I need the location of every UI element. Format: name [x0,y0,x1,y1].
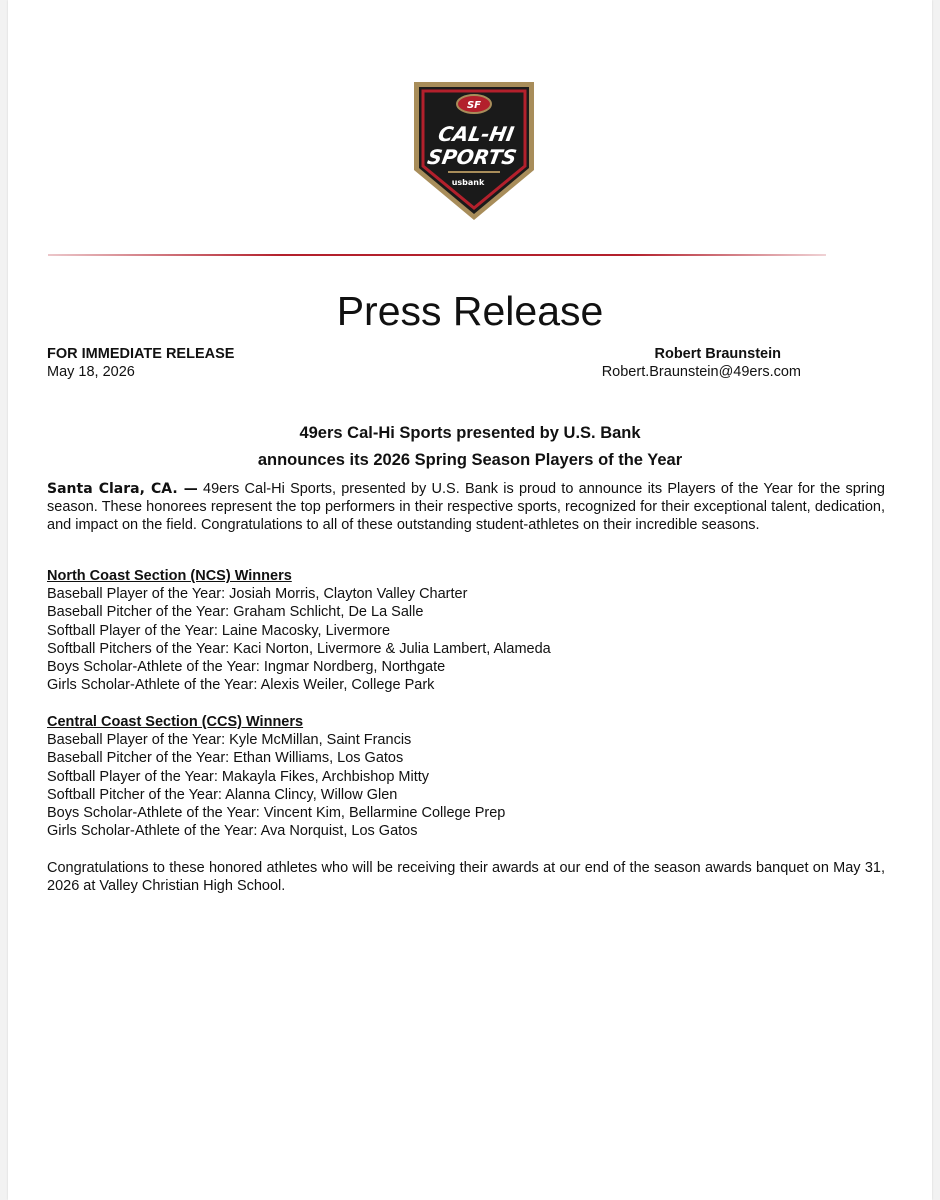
ccs-heading: Central Coast Section (CCS) Winners [47,714,304,730]
logo-line1: CAL-HI [436,122,516,146]
list-item: Softball Player of the Year: Laine Macosky, Livermore [47,622,391,639]
ccs-winners-section [47,713,907,840]
list-item: Softball Pitchers of the Year: Kaci Norton, Livermore & Julia Lambert, Alameda [47,640,551,657]
release-date: May 18, 2026 [47,364,135,380]
document-page [8,0,932,1200]
contact-email: Robert.Braunstein@49ers.com [601,364,801,380]
header-divider [48,254,826,256]
ncs-winners-section [47,567,907,694]
closing-paragraph: Congratulations to these honored athletes who will be receiving their awards at our end of the season awards banquet on May 31, 2026 at Valley Christian High School. [47,860,885,895]
intro-paragraph [47,480,885,535]
list-item: Boys Scholar-Athlete of the Year: Ingmar Nordberg, Northgate [47,659,446,676]
list-item: Softball Player of the Year: Makayla Fikes, Archbishop Mitty [47,768,430,785]
logo-sponsor: usbank [451,178,485,187]
cal-hi-sports-logo [404,78,544,224]
headline [8,420,932,474]
list-item: Girls Scholar-Athlete of the Year: Ava Norquist, Los Gatos [47,823,418,840]
logo-team-mark: SF [466,100,482,111]
logo-line2: SPORTS [425,145,519,169]
dateline: Santa Clara, CA. — [47,481,198,497]
contact-name: Robert Braunstein [654,346,781,362]
list-item: Baseball Pitcher of the Year: Ethan Williams, Los Gatos [47,750,404,767]
list-item: Baseball Player of the Year: Josiah Morris, Clayton Valley Charter [47,586,468,603]
list-item: Baseball Player of the Year: Kyle McMillan, Saint Francis [47,732,412,749]
release-info [47,345,234,381]
list-item: Girls Scholar-Athlete of the Year: Alexis Weiler, College Park [47,677,435,694]
intro-text: 49ers Cal-Hi Sports, presented by U.S. Bank is proud to announce its Players of the Year for the spring season. These honorees represent the top performers in their respective sports, recognized for their exceptional talent, dedication, and impact on the field. Congratulations to all of these outstanding student-athletes on their incredible seasons. [47,481,885,534]
release-label: FOR IMMEDIATE RELEASE [47,346,235,362]
headline-line2: announces its 2026 Spring Season Players of the Year [257,451,683,469]
list-item: Baseball Pitcher of the Year: Graham Schlicht, De La Salle [47,604,424,621]
headline-line1: 49ers Cal-Hi Sports presented by U.S. Bank [299,424,641,442]
contact-info [602,345,801,381]
ncs-heading: North Coast Section (NCS) Winners [47,568,292,584]
list-item: Softball Pitcher of the Year: Alanna Clincy, Willow Glen [47,786,398,803]
list-item: Boys Scholar-Athlete of the Year: Vincent Kim, Bellarmine College Prep [47,805,506,822]
page-title: Press Release [336,288,604,334]
